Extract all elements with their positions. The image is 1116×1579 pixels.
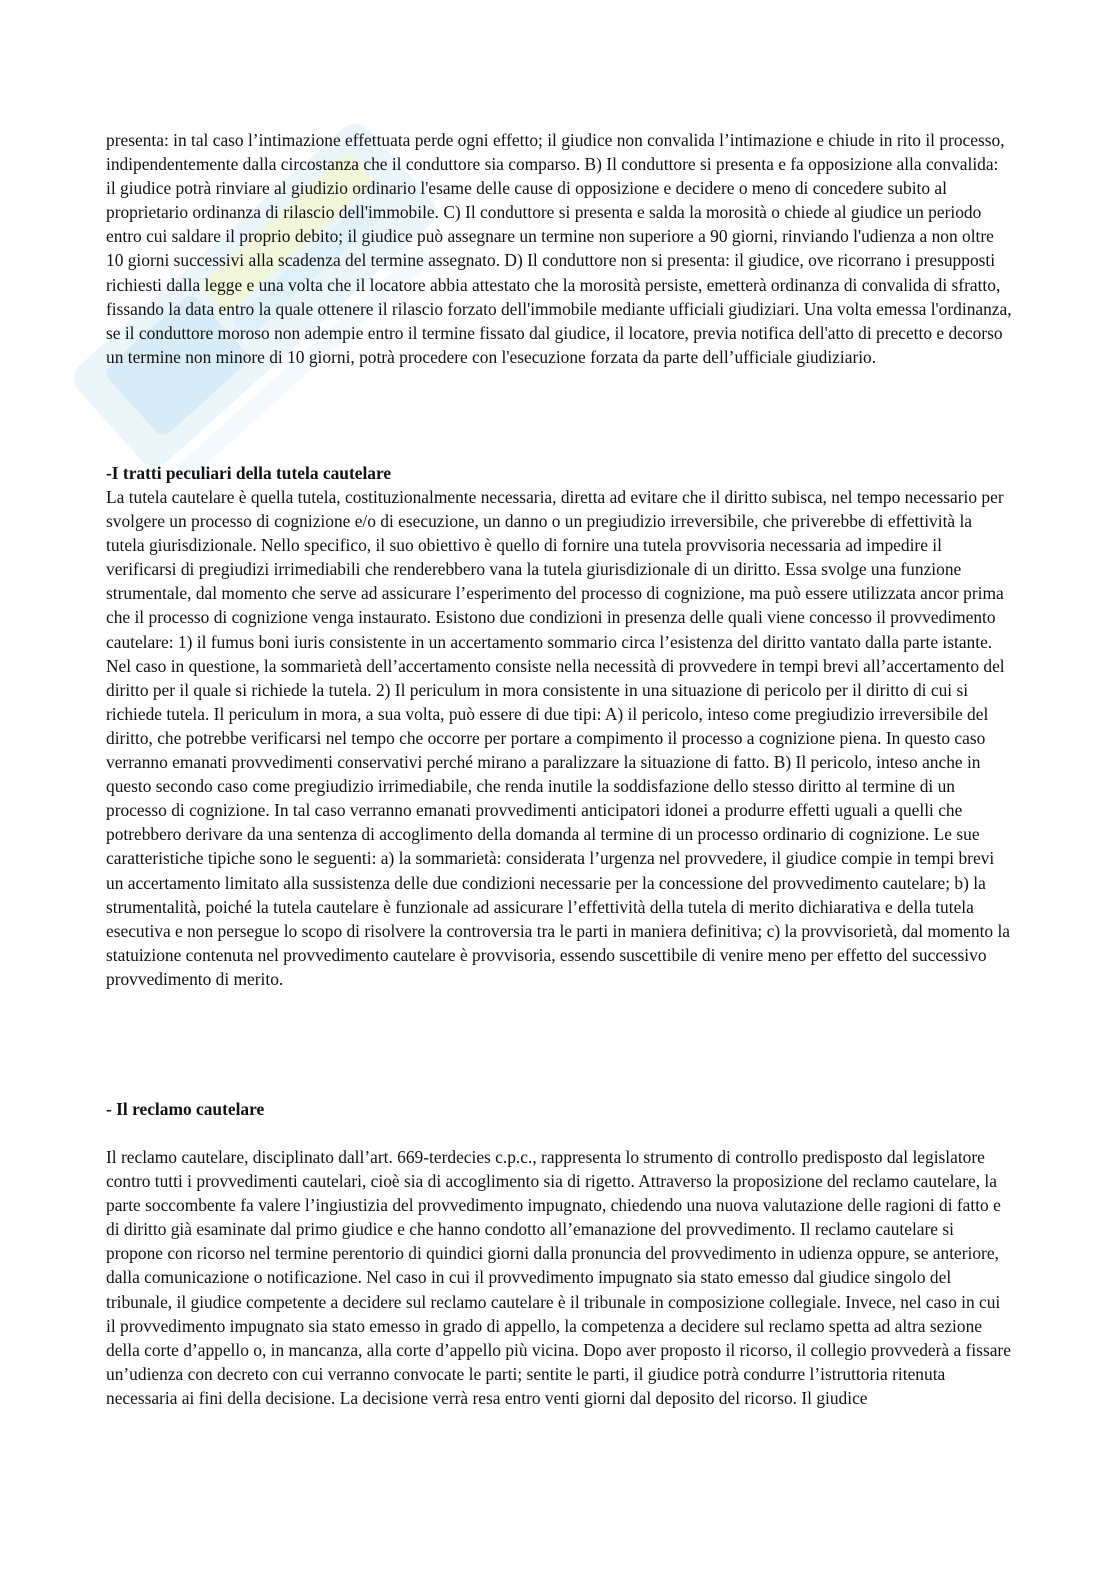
heading-tutela-cautelare: -I tratti peculiari della tutela cautelare [106, 463, 392, 483]
paragraph-sfratto: presenta: in tal caso l’intimazione effettuata perde ogni effetto; il giudice non convalida l’intimazione e chiude in rito il processo, indipendentemente dalla circostanza che il conduttore sia comparso. B) Il conduttore si presenta e fa opposizione alla convalida: il giudice potrà rinviare al giudizio ordinario l'esame delle cause di opposizione e decidere o meno di concedere subito al proprietario ordinanza di rilascio dell'immobile. C) Il conduttore si presenta e salda la morosità o chiede al giudice un periodo entro cui saldare il proprio debito; il giudice può assegnare un termine non superiore a 90 giorni, rinviando l'udienza a non oltre 10 giorni successivi alla scadenza del termine assegnato. D) Il conduttore non si presenta: il giudice, ove ricorrano i presupposti richiesti dalla legge e una volta che il locatore abbia attestato che la morosità persiste, emetterà ordinanza di convalida di sfratto, fissando la data entro la quale ottenere il rilascio forzato dell'immobile mediante ufficiali giudiziari. Una volta emessa l'ordinanza, se il conduttore moroso non adempie entro il termine fissato dal giudice, il locatore, previa notifica dell'atto di precetto e decorso un termine non minore di 10 giorni, potrà procedere con l'esecuzione forzata da parte dell’ufficiale giudiziario. [106, 130, 1012, 367]
paragraph-tutela-cautelare: La tutela cautelare è quella tutela, costituzionalmente necessaria, diretta ad evitare che il diritto subisca, nel tempo necessario per svolgere un processo di cognizione e/o di esecuzione, un danno o un pregiudizio irreversibile, che priverebbe di effettività la tutela giurisdizionale. Nello specifico, il suo obiettivo è quello di fornire una tutela provvisoria necessaria ad impedire il verificarsi di pregiudizi irrimediabili che renderebbero vana la tutela giurisdizionale di un diritto. Essa svolge una funzione strumentale, dal momento che serve ad assicurare l’esperimento del processo di cognizione, ma può essere utilizzata ancor prima che il processo di cognizione venga instaurato. Esistono due condizioni in presenza delle quali viene concesso il provvedimento cautelare: 1) il fumus boni iuris consistente in un accertamento sommario circa l’esistenza del diritto vantato dalla parte istante. Nel caso in questione, la sommarietà dell’accertamento consiste nella necessità di provvedere in tempi brevi all’accertamento del diritto per il quale si richiede la tutela. 2) Il periculum in mora consistente in una situazione di pericolo per il diritto di cui si richiede tutela. Il periculum in mora, a sua volta, può essere di due tipi: A) il pericolo, inteso come pregiudizio irreversibile del diritto, che potrebbe verificarsi nel tempo che occorre per portare a compimento il processo a cognizione piena. In questo caso verranno emanati provvedimenti conservativi perché mirano a paralizzare la situazione di fatto. B) Il pericolo, inteso anche in questo secondo caso come pregiudizio irrimediabile, che renda inutile la soddisfazione dello stesso diritto al termine di un processo di cognizione. In tal caso verranno emanati provvedimenti anticipatori idonei a produrre effetti uguali a quelli che potrebbero derivare da una sentenza di accoglimento della domanda al termine di un processo ordinario di cognizione. Le sue caratteristiche tipiche sono le seguenti: a) la sommarietà: considerata l’urgenza nel provvedere, il giudice compie in tempi brevi un accertamento limitato alla sussistenza delle due condizioni necessarie per la concessione del provvedimento cautelare; b) la strumentalità, poiché la tutela cautelare è funzionale ad assicurare l’effettività della tutela di merito dichiarativa e della tutela esecutiva e non persegue lo scopo di risolvere la controversia tra le parti in maniera definitiva; c) la provvisorietà, dal momento la statuizione contenuta nel provvedimento cautelare è provvisoria, essendo suscettibile di venire meno per effetto del successivo provvedimento di merito. [106, 487, 1010, 989]
paragraph-reclamo-cautelare: Il reclamo cautelare, disciplinato dall’art. 669-terdecies c.p.c., rappresenta lo strumento di controllo predisposto dal legislatore contro tutti i provvedimenti cautelari, cioè sia di accoglimento sia di rigetto. Attraverso la proposizione del reclamo cautelare, la parte soccombente fa valere l’ingiustizia del provvedimento impugnato, chiedendo una nuova valutazione delle ragioni di fatto e di diritto già esaminate dal primo giudice e che hanno condotto all’emanazione del provvedimento. Il reclamo cautelare si propone con ricorso nel termine perentorio di quindici giorni dalla pronuncia del provvedimento in udienza oppure, se anteriore, dalla comunicazione o notificazione. Nel caso in cui il provvedimento impugnato sia stato emesso dal giudice singolo del tribunale, il giudice competente a decidere sul reclamo cautelare è il tribunale in composizione collegiale. Invece, nel caso in cui il provvedimento impugnato sia stato emesso in grado di appello, la competenza a decidere sul reclamo spetta ad altra sezione della corte d’appello o, in mancanza, alla corte d’appello più vicina. Dopo aver proposto il ricorso, il collegio provvederà a fissare un’udienza con decreto con cui verranno convocate le parti; sentite le parti, il giudice potrà condurre l’istruttoria ritenuta necessaria ai fini della decisione. La decisione verrà resa entro venti giorni dal deposito del ricorso. Il giudice [106, 1147, 1011, 1408]
document-body [106, 128, 1012, 1408]
heading-reclamo-cautelare: - Il reclamo cautelare [106, 1099, 265, 1119]
